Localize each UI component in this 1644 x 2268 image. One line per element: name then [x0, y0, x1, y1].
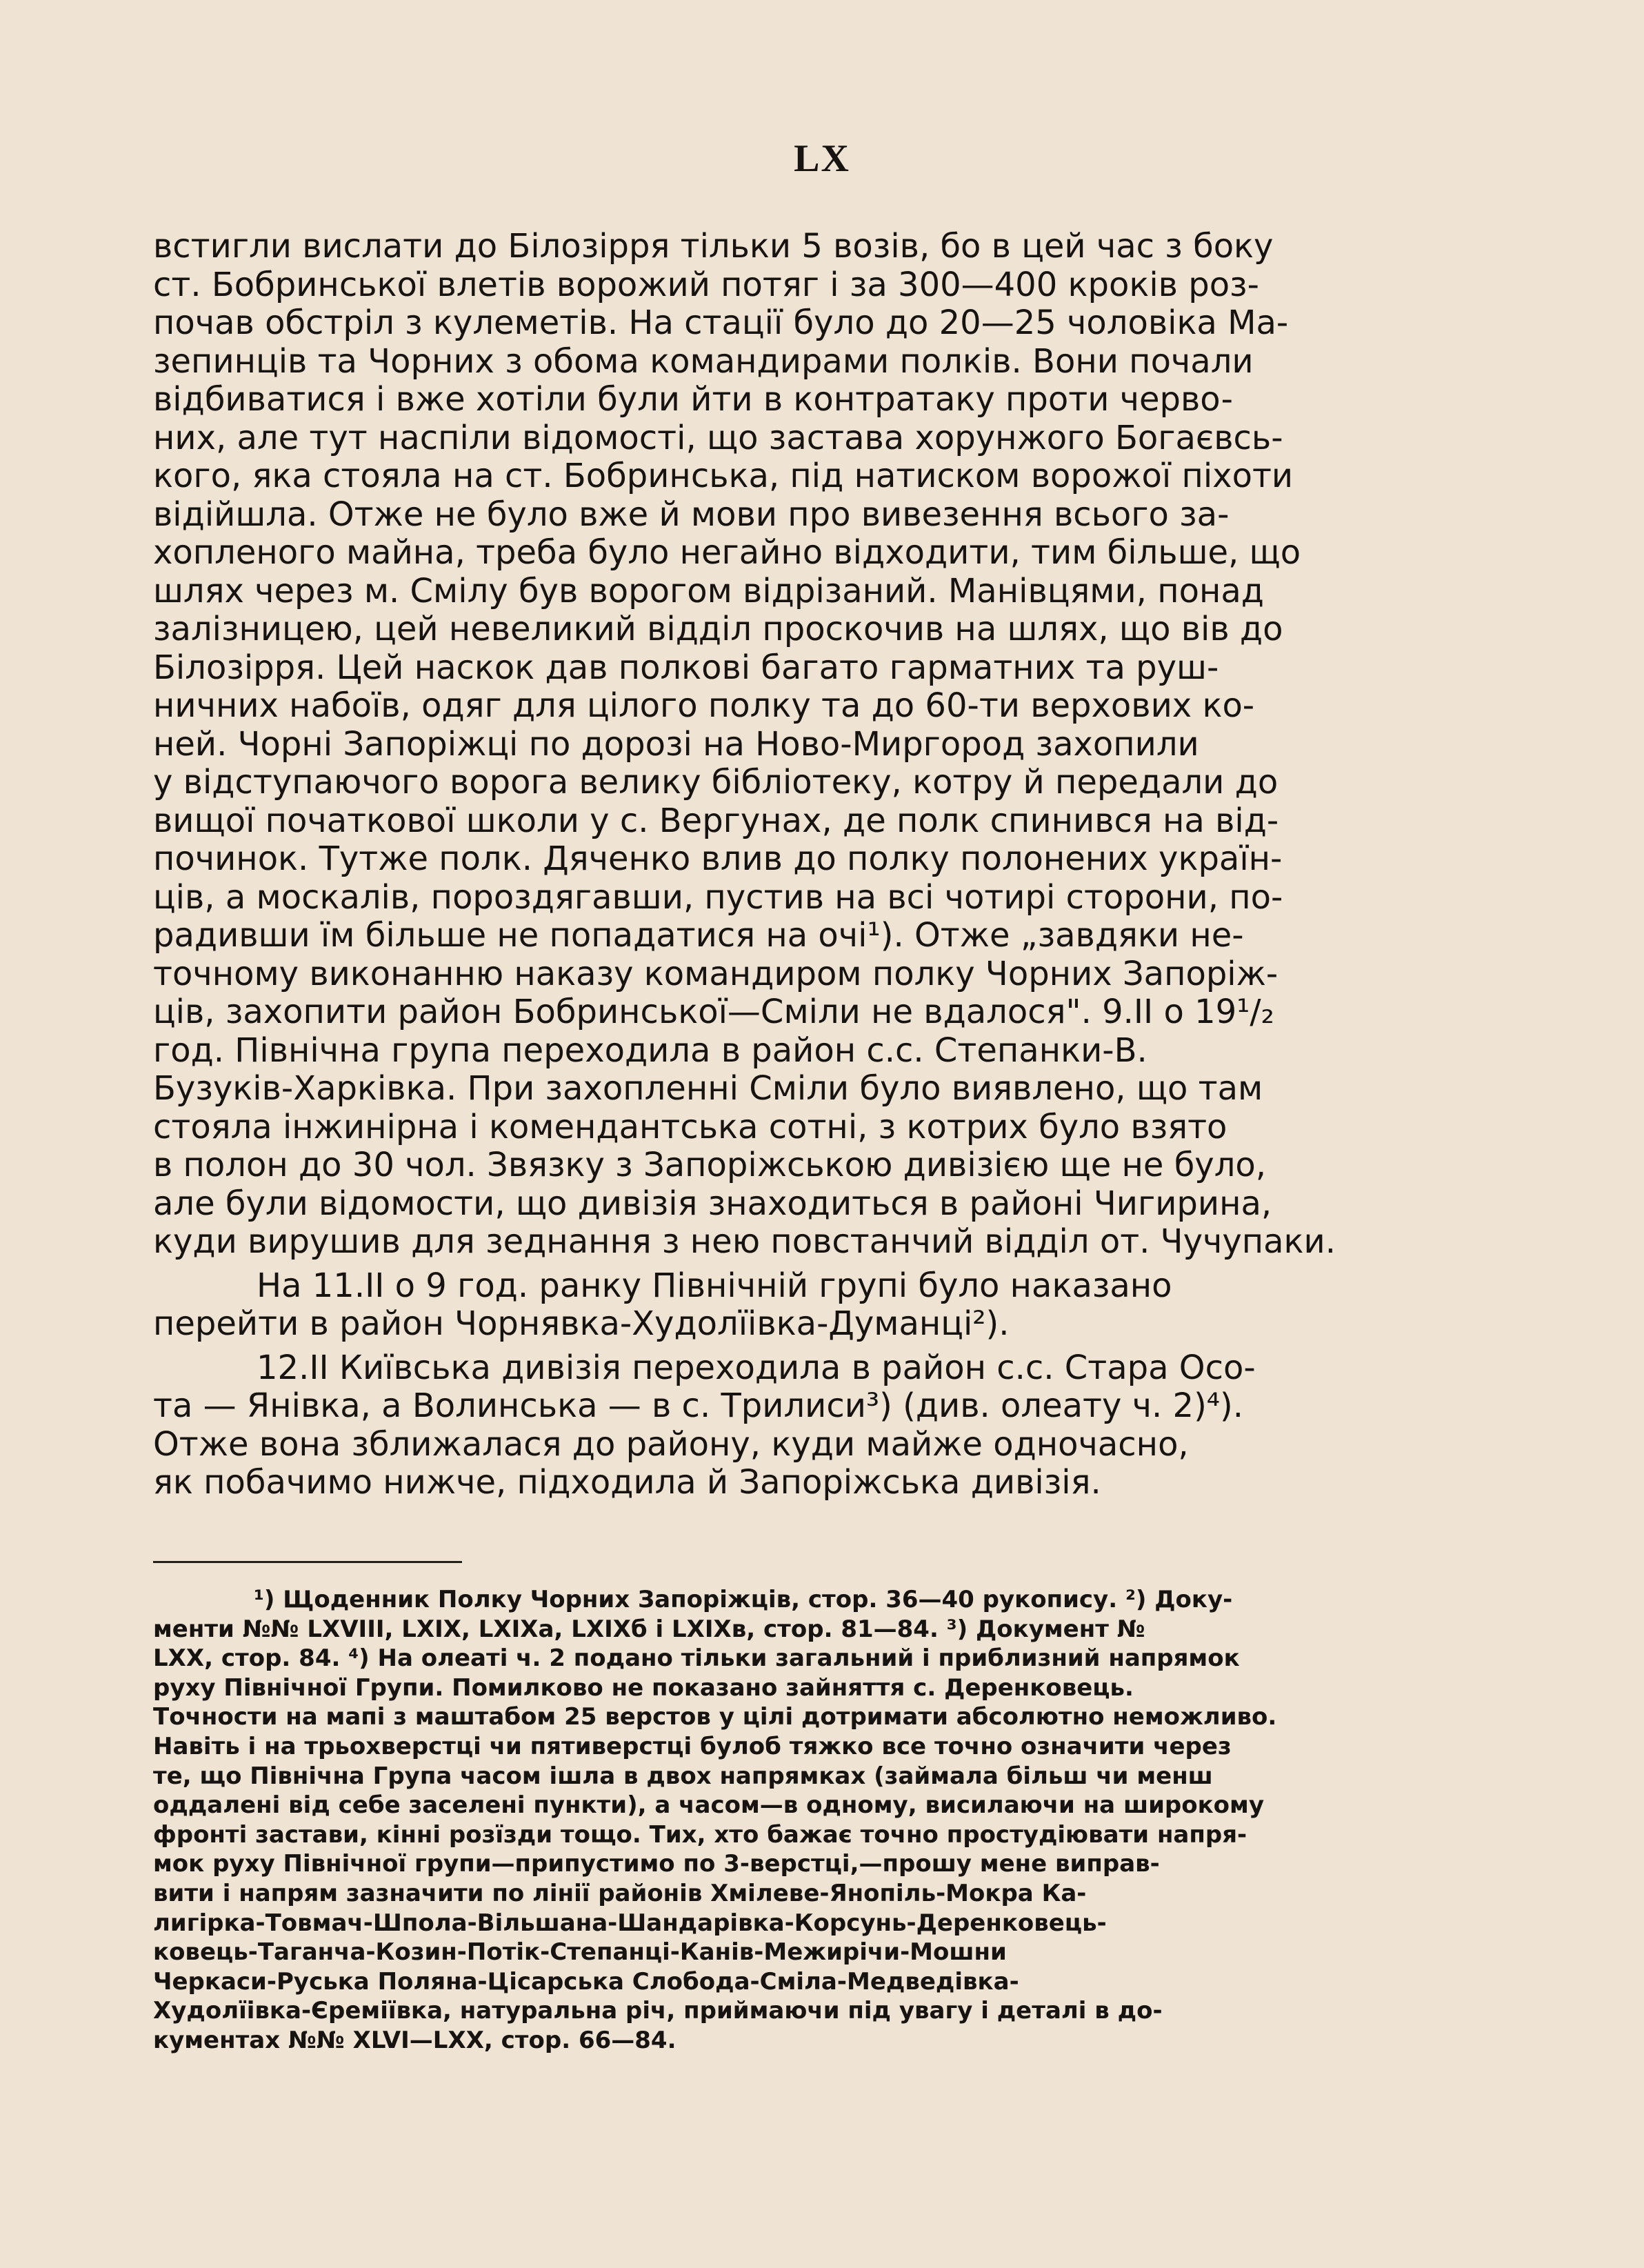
footnotes — [153, 1585, 1498, 2056]
paragraph: встигли вислати до Білозірря тільки 5 возів, бо в цей час з боку ст. Бобринської влетів ворожий потяг і за 300—400 кроків роз- почав обстріл з кулеметів. На стації було до 20—25 чоловіка Ма- зепинців та Чорних з обома командирами полків. Вони почали відбиватися і вже хотіли були йти в контратаку проти червo- них, але тут наспіли відомості, що застава хорунжого Богаєвсь- кого, яка стояла на ст. Бобринська, під натиском ворожої піхоти відійшла. Отже не було вже й мови про вивезення всього за- хопленого майна, треба було негайно відходити, тим більше, що шлях через м. Смілу був ворогом відрізаний. Манівцями, понад залізницею, цей невеликий відділ проскочив на шлях, що вів до Білозірря. Цей наскок дав полкові багато гарматних та руш- ничних набоїв, одяг для цілого полку та до 60-ти верхових ко- ней. Чорні Запоріжці по дорозі на Ново-Миргород захопили у відступаючого ворога велику бібліотеку, котру й передали до вищої початкової школи у с. Вергунах, де полк спинився на від- починок. Тутже полк. Дяченко влив до полку полонених україн- ців, а москалів, пороздягавши, пустив на всі чотирі сторони, по- радивши їм більше не попадатися на очі¹). Отже „завдяки не- точному виконанню наказу командиром полку Чорних Запоріж- ців, захопити район Бобринської—Сміли не вдалося". 9.II о 19¹/₂ год. Північна група переходила в район с.с. Степанки-В. Бузуків-Харківка. При захопленні Сміли було виявлено, що там стояла інжинірна і комендантська сотні, з котрих було взято в полон до 30 чол. Звязку з Запоріжською дивізією ще не було, але були відомости, що дивізія знаходиться в районі Чигирина, куди вирушив для зеднання з нею повстанчий відділ от. Чучупаки. — [153, 227, 1336, 1261]
page-number: LX — [794, 137, 850, 180]
paragraph: На 11.II о 9 год. ранку Північній групі було наказано перейти в район Чорнявка-Худолїівка-Думанці²). — [153, 1266, 1172, 1343]
paragraph: 12.II Київська дивізія переходила в район с.с. Стара Осо- та — Янівка, а Волинська — в с. Трилиси³) (див. олеату ч. 2)⁴). Отже вона зближалася до району, куди майже одночасно, як побачимо нижче, підходила й Запоріжська дивізія. — [153, 1348, 1256, 1502]
footnote-text: ¹) Щоденник Полку Чорних Запоріжців, стор. 36—40 рукопису. ²) Доку- менти №№ LXVIII, LXIX, LXIXa, LXIXб і LXIXв, стор. 81—84. ³) Документ № LXX, стор. 84. ⁴) На олеаті ч. 2 подано тільки загальний і приблизний напрямок руху Північної Групи. Помилково не показано зайняття с. Деренковець. Точности на мапі з маштабом 25 верстов у цілі дотримати абсолютно неможливо. Навіть і на трьохверстці чи пятиверстці булоб тяжко все точно означити через те, що Північна Група часом ішла в двох напрямках (займала більш чи менш оддалені від себе заселені пункти), а часом—в одному, висилаючи на широкому фронті застави, кінні розїзди тощо. Тих, хто бажає точно простудіювати напря- мок руху Північної групи—припустимо по 3-верстці,—прошу мене виправ- вити і напрям зазначити по лінії районів Хмілеве-Янопіль-Мокра Ка- лигірка-Товмач-Шпола-Вільшана-Шандарівка-Корсунь-Деренковець- ковець-Таганча-Козин-Потік-Степанці-Канів-Межирічи-Мошни Черкаси-Руська Поляна-Цісарська Слобода-Сміла-Медведівка- Худолїівка-Єреміївка, натуральна річ, приймаючи під увагу і деталі в до- кументах №№ XLVI—LXX, стор. 66—84. — [153, 1586, 1277, 2054]
main-text — [153, 228, 1498, 1502]
footnote-separator — [153, 1561, 462, 1563]
